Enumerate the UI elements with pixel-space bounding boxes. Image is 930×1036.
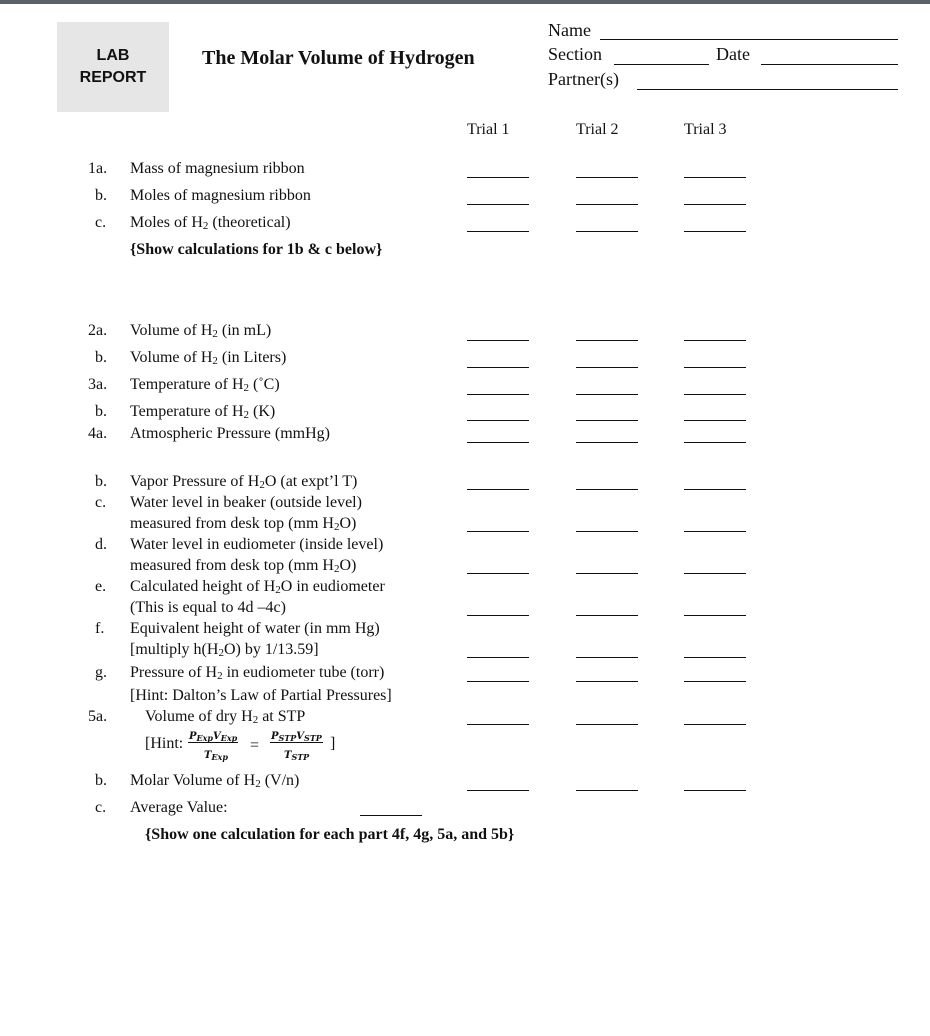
partners-label: Partner(s) (548, 69, 619, 89)
instruction-note: {Show one calculation for each part 4f, 4g, 5a, and 5b} (145, 826, 515, 843)
hint-equals: = (250, 737, 260, 754)
trial-2-answer-blank[interactable] (576, 790, 638, 791)
formula-numerator-exp: $P_{Exp}V_{Exp}$ (189, 731, 238, 743)
lab-label: LAB (96, 47, 130, 64)
trial-3-answer-blank[interactable] (684, 394, 746, 395)
trial-1-answer-blank[interactable] (467, 489, 529, 490)
item-number: 2a. (88, 322, 108, 339)
trial-2-answer-blank[interactable] (576, 231, 638, 232)
item-number: e. (95, 578, 107, 595)
item-label: Average Value: (130, 799, 228, 816)
trial-1-answer-blank[interactable] (467, 367, 529, 368)
average-value-blank[interactable] (360, 815, 422, 816)
trial-3-answer-blank[interactable] (684, 489, 746, 490)
item-number: b. (95, 187, 107, 204)
trial-1-answer-blank[interactable] (467, 420, 529, 421)
trial-1-answer-blank[interactable] (467, 394, 529, 395)
item-label: Temperature of $H_2$ (K) (130, 403, 276, 421)
trial-1-answer-blank[interactable] (467, 573, 529, 574)
trial-3-answer-blank[interactable] (684, 573, 746, 574)
item-number: 1a. (88, 160, 108, 177)
page-title: The Molar Volume of Hydrogen (202, 47, 475, 69)
formula-denominator-stp: $T_{STP}$ (284, 750, 310, 762)
trial-3-answer-blank[interactable] (684, 420, 746, 421)
item-label: Calculated height of $H_2O$ in eudiometer (130, 578, 385, 596)
trial-3-answer-blank[interactable] (684, 531, 746, 532)
trial-3-answer-blank[interactable] (684, 724, 746, 725)
name-label: Name (548, 20, 591, 40)
item-label: Vapor Pressure of $H_2O$ (at expt’l T) (130, 473, 358, 491)
trial-1-answer-blank[interactable] (467, 442, 529, 443)
item-number: 5a. (88, 708, 108, 725)
item-label: Water level in eudiometer (inside level) (130, 536, 384, 553)
trial-2-answer-blank[interactable] (576, 420, 638, 421)
item-number: d. (95, 536, 107, 553)
trial-1-header: Trial 1 (467, 121, 510, 138)
report-label: REPORT (79, 69, 147, 86)
partners-field[interactable] (637, 89, 898, 90)
item-number: b. (95, 772, 107, 789)
hint-close: ] (330, 735, 336, 752)
item-number: b. (95, 403, 107, 420)
item-label: Volume of dry $H_2$ at STP (145, 708, 306, 726)
trial-1-answer-blank[interactable] (467, 615, 529, 616)
trial-3-answer-blank[interactable] (684, 231, 746, 232)
name-field[interactable] (600, 39, 898, 40)
item-label: Temperature of $H_2$ (˚C) (130, 376, 280, 394)
trial-3-answer-blank[interactable] (684, 790, 746, 791)
trial-1-answer-blank[interactable] (467, 204, 529, 205)
item-label: Atmospheric Pressure (mmHg) (130, 425, 330, 442)
section-field[interactable] (614, 64, 709, 65)
item-label: Volume of $H_2$ (in Liters) (130, 349, 287, 367)
formula-denominator-exp: $T_{Exp}$ (204, 750, 228, 762)
trial-3-answer-blank[interactable] (684, 340, 746, 341)
section-label: Section (548, 44, 602, 64)
hint-open: [Hint: (145, 735, 184, 752)
item-label: measured from desk top (mm $H_2O$) (130, 515, 357, 533)
trial-2-answer-blank[interactable] (576, 657, 638, 658)
trial-2-answer-blank[interactable] (576, 489, 638, 490)
trial-2-answer-blank[interactable] (576, 573, 638, 574)
item-label: [Hint: Dalton’s Law of Partial Pressures] (130, 687, 392, 704)
item-number: 4a. (88, 425, 108, 442)
trial-2-header: Trial 2 (576, 121, 619, 138)
item-number: c. (95, 799, 107, 816)
trial-3-answer-blank[interactable] (684, 657, 746, 658)
item-number: b. (95, 473, 107, 490)
item-label: measured from desk top (mm $H_2O$) (130, 557, 357, 575)
item-label: [multiply $h(H_2O)$ by 1/13.59] (130, 641, 319, 659)
formula-numerator-stp: $P_{STP}V_{STP}$ (271, 731, 322, 743)
item-label: Pressure of $H_2$ in eudiometer tube (torr) (130, 664, 385, 682)
trial-3-answer-blank[interactable] (684, 442, 746, 443)
item-label: Molar Volume of $H_2$ (V/n) (130, 772, 300, 790)
trial-2-answer-blank[interactable] (576, 367, 638, 368)
date-label: Date (716, 44, 750, 64)
item-label: Water level in beaker (outside level) (130, 494, 362, 511)
lab-report-badge (57, 22, 169, 112)
item-number: 3a. (88, 376, 108, 393)
item-label: Volume of $H_2$ (in mL) (130, 322, 272, 340)
trial-1-answer-blank[interactable] (467, 790, 529, 791)
trial-1-answer-blank[interactable] (467, 531, 529, 532)
trial-2-answer-blank[interactable] (576, 394, 638, 395)
trial-3-answer-blank[interactable] (684, 177, 746, 178)
trial-1-answer-blank[interactable] (467, 177, 529, 178)
instruction-note: {Show calculations for 1b & c below} (130, 241, 383, 258)
trial-1-answer-blank[interactable] (467, 231, 529, 232)
trial-1-answer-blank[interactable] (467, 657, 529, 658)
trial-2-answer-blank[interactable] (576, 177, 638, 178)
item-number: c. (95, 214, 107, 231)
trial-3-answer-blank[interactable] (684, 204, 746, 205)
item-label: Mass of magnesium ribbon (130, 160, 305, 177)
item-label: Moles of $H_2$ (theoretical) (130, 214, 291, 232)
trial-3-answer-blank[interactable] (684, 615, 746, 616)
item-label: (This is equal to 4d –4c) (130, 599, 286, 616)
date-field[interactable] (761, 64, 898, 65)
trial-3-answer-blank[interactable] (684, 367, 746, 368)
trial-3-header: Trial 3 (684, 121, 727, 138)
trial-2-answer-blank[interactable] (576, 615, 638, 616)
item-number: f. (95, 620, 105, 637)
window-top-border (0, 0, 930, 4)
trial-3-answer-blank[interactable] (684, 681, 746, 682)
item-number: g. (95, 664, 107, 681)
item-label: Equivalent height of water (in mm Hg) (130, 620, 380, 637)
trial-2-answer-blank[interactable] (576, 442, 638, 443)
trial-1-answer-blank[interactable] (467, 340, 529, 341)
item-label: Moles of magnesium ribbon (130, 187, 311, 204)
trial-2-answer-blank[interactable] (576, 340, 638, 341)
item-number: b. (95, 349, 107, 366)
trial-2-answer-blank[interactable] (576, 681, 638, 682)
trial-2-answer-blank[interactable] (576, 204, 638, 205)
trial-1-answer-blank[interactable] (467, 681, 529, 682)
trial-2-answer-blank[interactable] (576, 724, 638, 725)
trial-2-answer-blank[interactable] (576, 531, 638, 532)
trial-1-answer-blank[interactable] (467, 724, 529, 725)
item-number: c. (95, 494, 107, 511)
